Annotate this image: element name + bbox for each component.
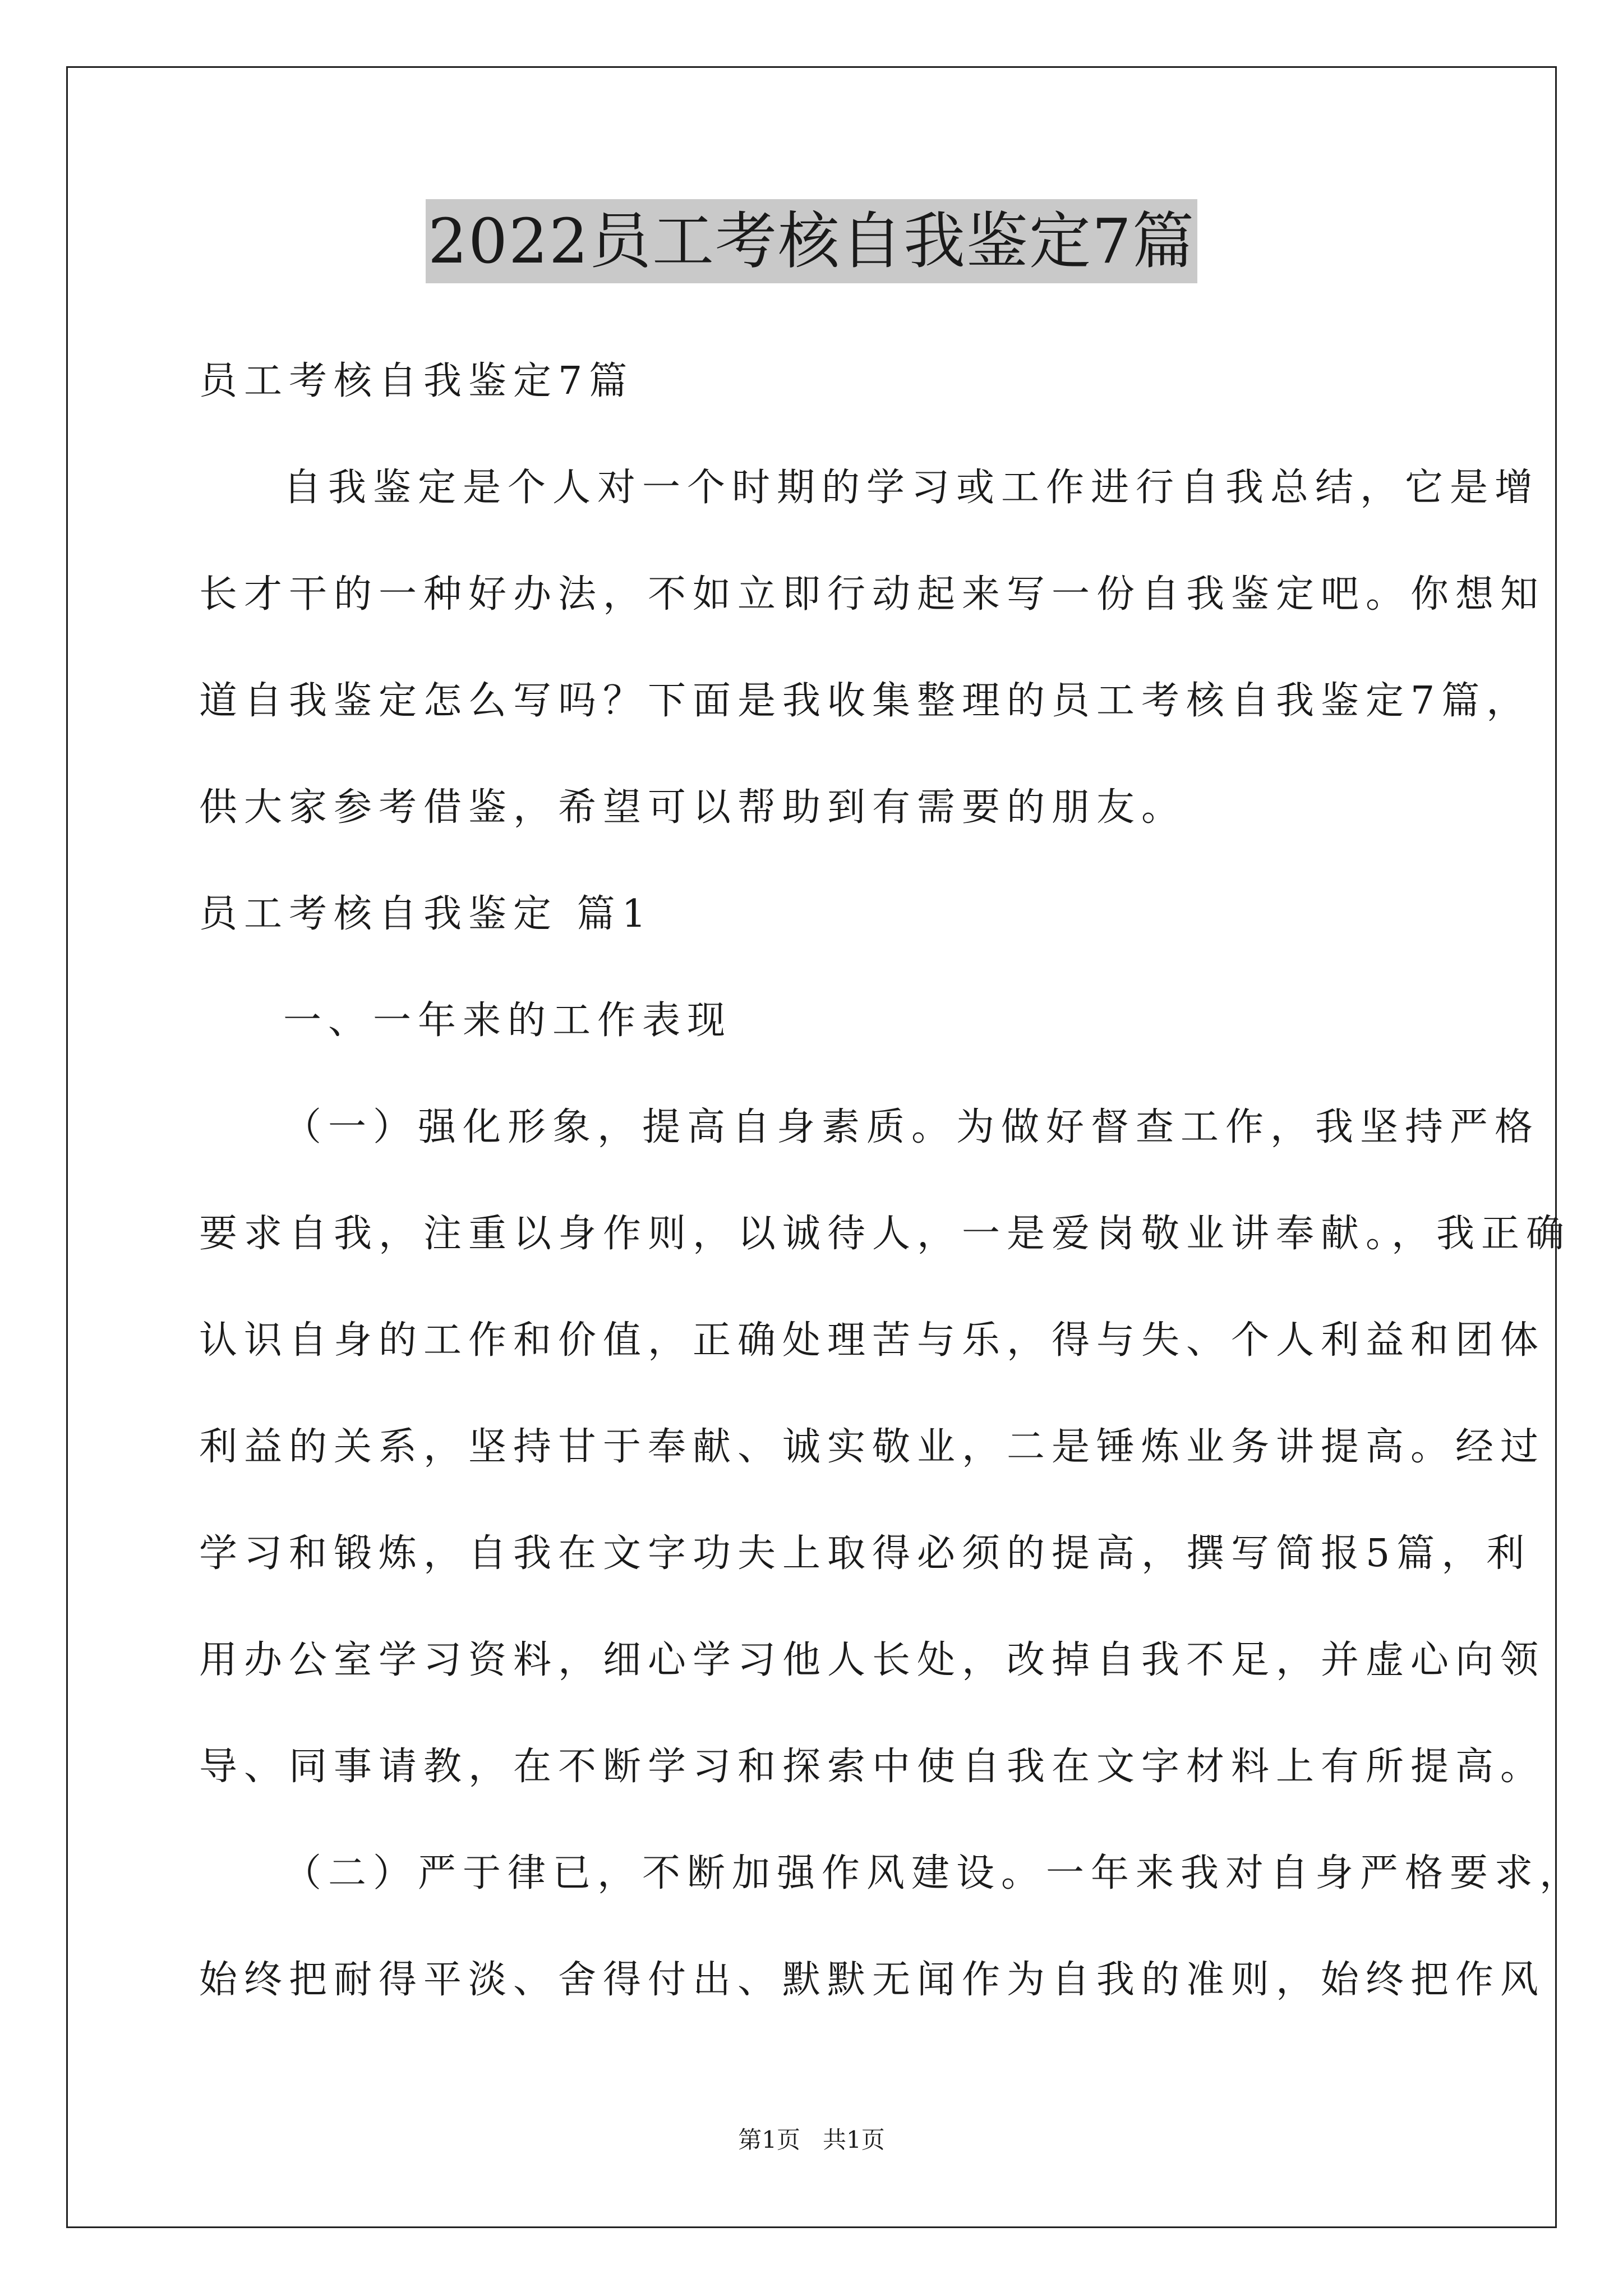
- document-title: 2022员工考核自我鉴定7篇: [426, 199, 1197, 283]
- text-line: 认识自身的工作和价值，正确处理苦与乐，得与失、个人利益和团体: [199, 1318, 1546, 1363]
- text-line: 员工考核自我鉴定 篇1: [199, 892, 653, 936]
- text-line: 始终把耐得平淡、舍得付出、默默无闻作为自我的准则，始终把作风: [199, 1958, 1546, 2002]
- text-line: 一、一年来的工作表现: [283, 999, 732, 1043]
- text-line: （一）强化形象，提高自身素质。为做好督查工作，我坚持严格: [283, 1105, 1540, 1149]
- text-line: 长才干的一种好办法，不如立即行动起来写一份自我鉴定吧。你想知: [199, 572, 1546, 616]
- text-line: 学习和锻炼，自我在文字功夫上取得必须的提高，撰写简报5篇，利: [199, 1531, 1532, 1576]
- text-line: 利益的关系，坚持甘于奉献、诚实敬业，二是锤炼业务讲提高。经过: [199, 1425, 1546, 1469]
- page-footer: 第1页 共1页: [738, 2126, 885, 2154]
- text-line: 道自我鉴定怎么写吗？下面是我收集整理的员工考核自我鉴定7篇，: [199, 679, 1532, 723]
- text-line: 员工考核自我鉴定7篇: [199, 359, 634, 403]
- text-line: 要求自我，注重以身作则，以诚待人，一是爱岗敬业讲奉献。，我正确: [199, 1212, 1571, 1256]
- title-container: [0, 199, 1623, 283]
- text-line: 自我鉴定是个人对一个时期的学习或工作进行自我总结，它是增: [283, 466, 1540, 510]
- text-line: （二）严于律已，不断加强作风建设。一年来我对自身严格要求，: [283, 1851, 1585, 1895]
- text-line: 导、同事请教，在不断学习和探索中使自我在文字材料上有所提高。: [199, 1745, 1546, 1789]
- document-body: [199, 328, 1585, 2033]
- text-line: 用办公室学习资料，细心学习他人长处，改掉自我不足，并虚心向领: [199, 1638, 1546, 1682]
- text-line: 供大家参考借鉴，希望可以帮助到有需要的朋友。: [199, 785, 1187, 830]
